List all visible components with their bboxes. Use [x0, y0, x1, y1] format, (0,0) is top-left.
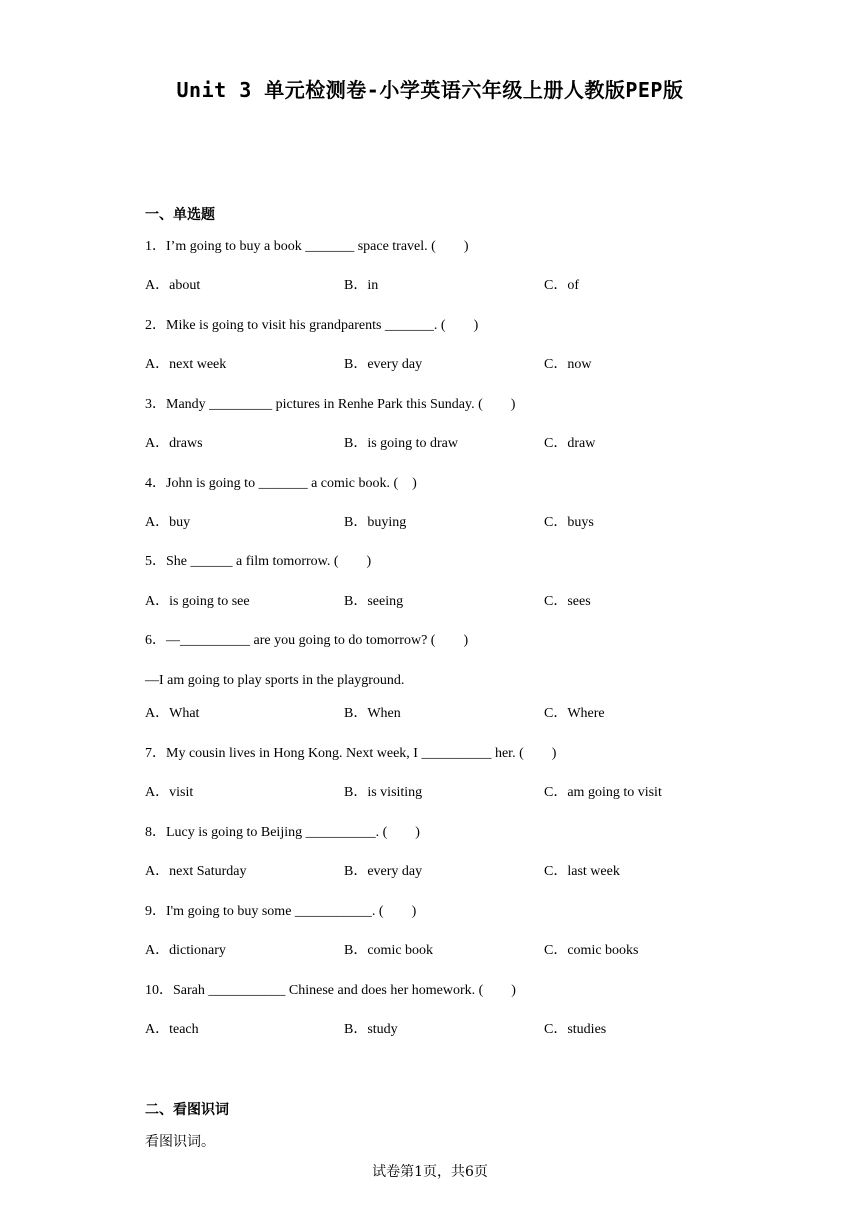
- option-7a: A．visit: [145, 785, 194, 800]
- question-stem-3: 3．Mandy _________ pictures in Renhe Park this Sunday. ( ): [145, 397, 516, 412]
- option-8b: B．every day: [344, 864, 423, 879]
- option-2c: C．now: [544, 357, 592, 372]
- question-stem-5: 5．She ______ a film tomorrow. ( ): [145, 554, 372, 569]
- option-3b: B．is going to draw: [344, 436, 458, 451]
- question-stem-2: 2．Mike is going to visit his grandparents _______. ( ): [145, 318, 479, 333]
- option-6c: C．Where: [544, 706, 605, 721]
- option-3c: C．draw: [544, 436, 596, 451]
- question-stem-7: 7．My cousin lives in Hong Kong. Next week, I __________ her. ( ): [145, 746, 557, 761]
- question-stem-6: 6．—__________ are you going to do tomorrow? ( ): [145, 633, 469, 648]
- option-1c: C．of: [544, 278, 579, 293]
- question-stem-4: 4．John is going to _______ a comic book. ( ): [145, 476, 417, 491]
- option-2a: A．next week: [145, 357, 227, 372]
- option-10c: C．studies: [544, 1022, 607, 1037]
- option-2b: B．every day: [344, 357, 423, 372]
- question-stem-8: 8．Lucy is going to Beijing __________. ( ): [145, 825, 420, 840]
- page-footer: 试卷第1页，共6页: [372, 1164, 488, 1180]
- option-7c: C．am going to visit: [544, 785, 662, 800]
- option-5a: A．is going to see: [145, 594, 250, 609]
- option-8c: C．last week: [544, 864, 620, 879]
- page-title: Unit 3 单元检测卷-小学英语六年级上册人教版PEP版: [176, 78, 684, 102]
- option-8a: A．next Saturday: [145, 864, 247, 879]
- option-4a: A．buy: [145, 515, 191, 530]
- question-stem-9: 9．I'm going to buy some ___________. ( ): [145, 904, 417, 919]
- question-stem-1: 1．I’m going to buy a book _______ space travel. ( ): [145, 239, 469, 254]
- option-5c: C．sees: [544, 594, 591, 609]
- option-3a: A．draws: [145, 436, 203, 451]
- option-1b: B．in: [344, 278, 379, 293]
- option-4c: C．buys: [544, 515, 594, 530]
- option-1a: A．about: [145, 278, 201, 293]
- question-stem-10: 10．Sarah ___________ Chinese and does her homework. ( ): [145, 983, 516, 998]
- question-stem-6-answer-line: —I am going to play sports in the playground.: [145, 673, 405, 688]
- option-10a: A．teach: [145, 1022, 199, 1037]
- option-5b: B．seeing: [344, 594, 404, 609]
- section-heading-picture-words: 二、看图识词: [145, 1102, 229, 1118]
- option-6a: A．What: [145, 706, 200, 721]
- option-9a: A．dictionary: [145, 943, 226, 958]
- section-heading-multiple-choice: 一、单选题: [145, 207, 215, 223]
- option-9c: C．comic books: [544, 943, 639, 958]
- option-4b: B．buying: [344, 515, 407, 530]
- option-10b: B．study: [344, 1022, 398, 1037]
- section-instruction: 看图识词。: [145, 1134, 215, 1150]
- option-7b: B．is visiting: [344, 785, 423, 800]
- option-6b: B．When: [344, 706, 401, 721]
- option-9b: B．comic book: [344, 943, 434, 958]
